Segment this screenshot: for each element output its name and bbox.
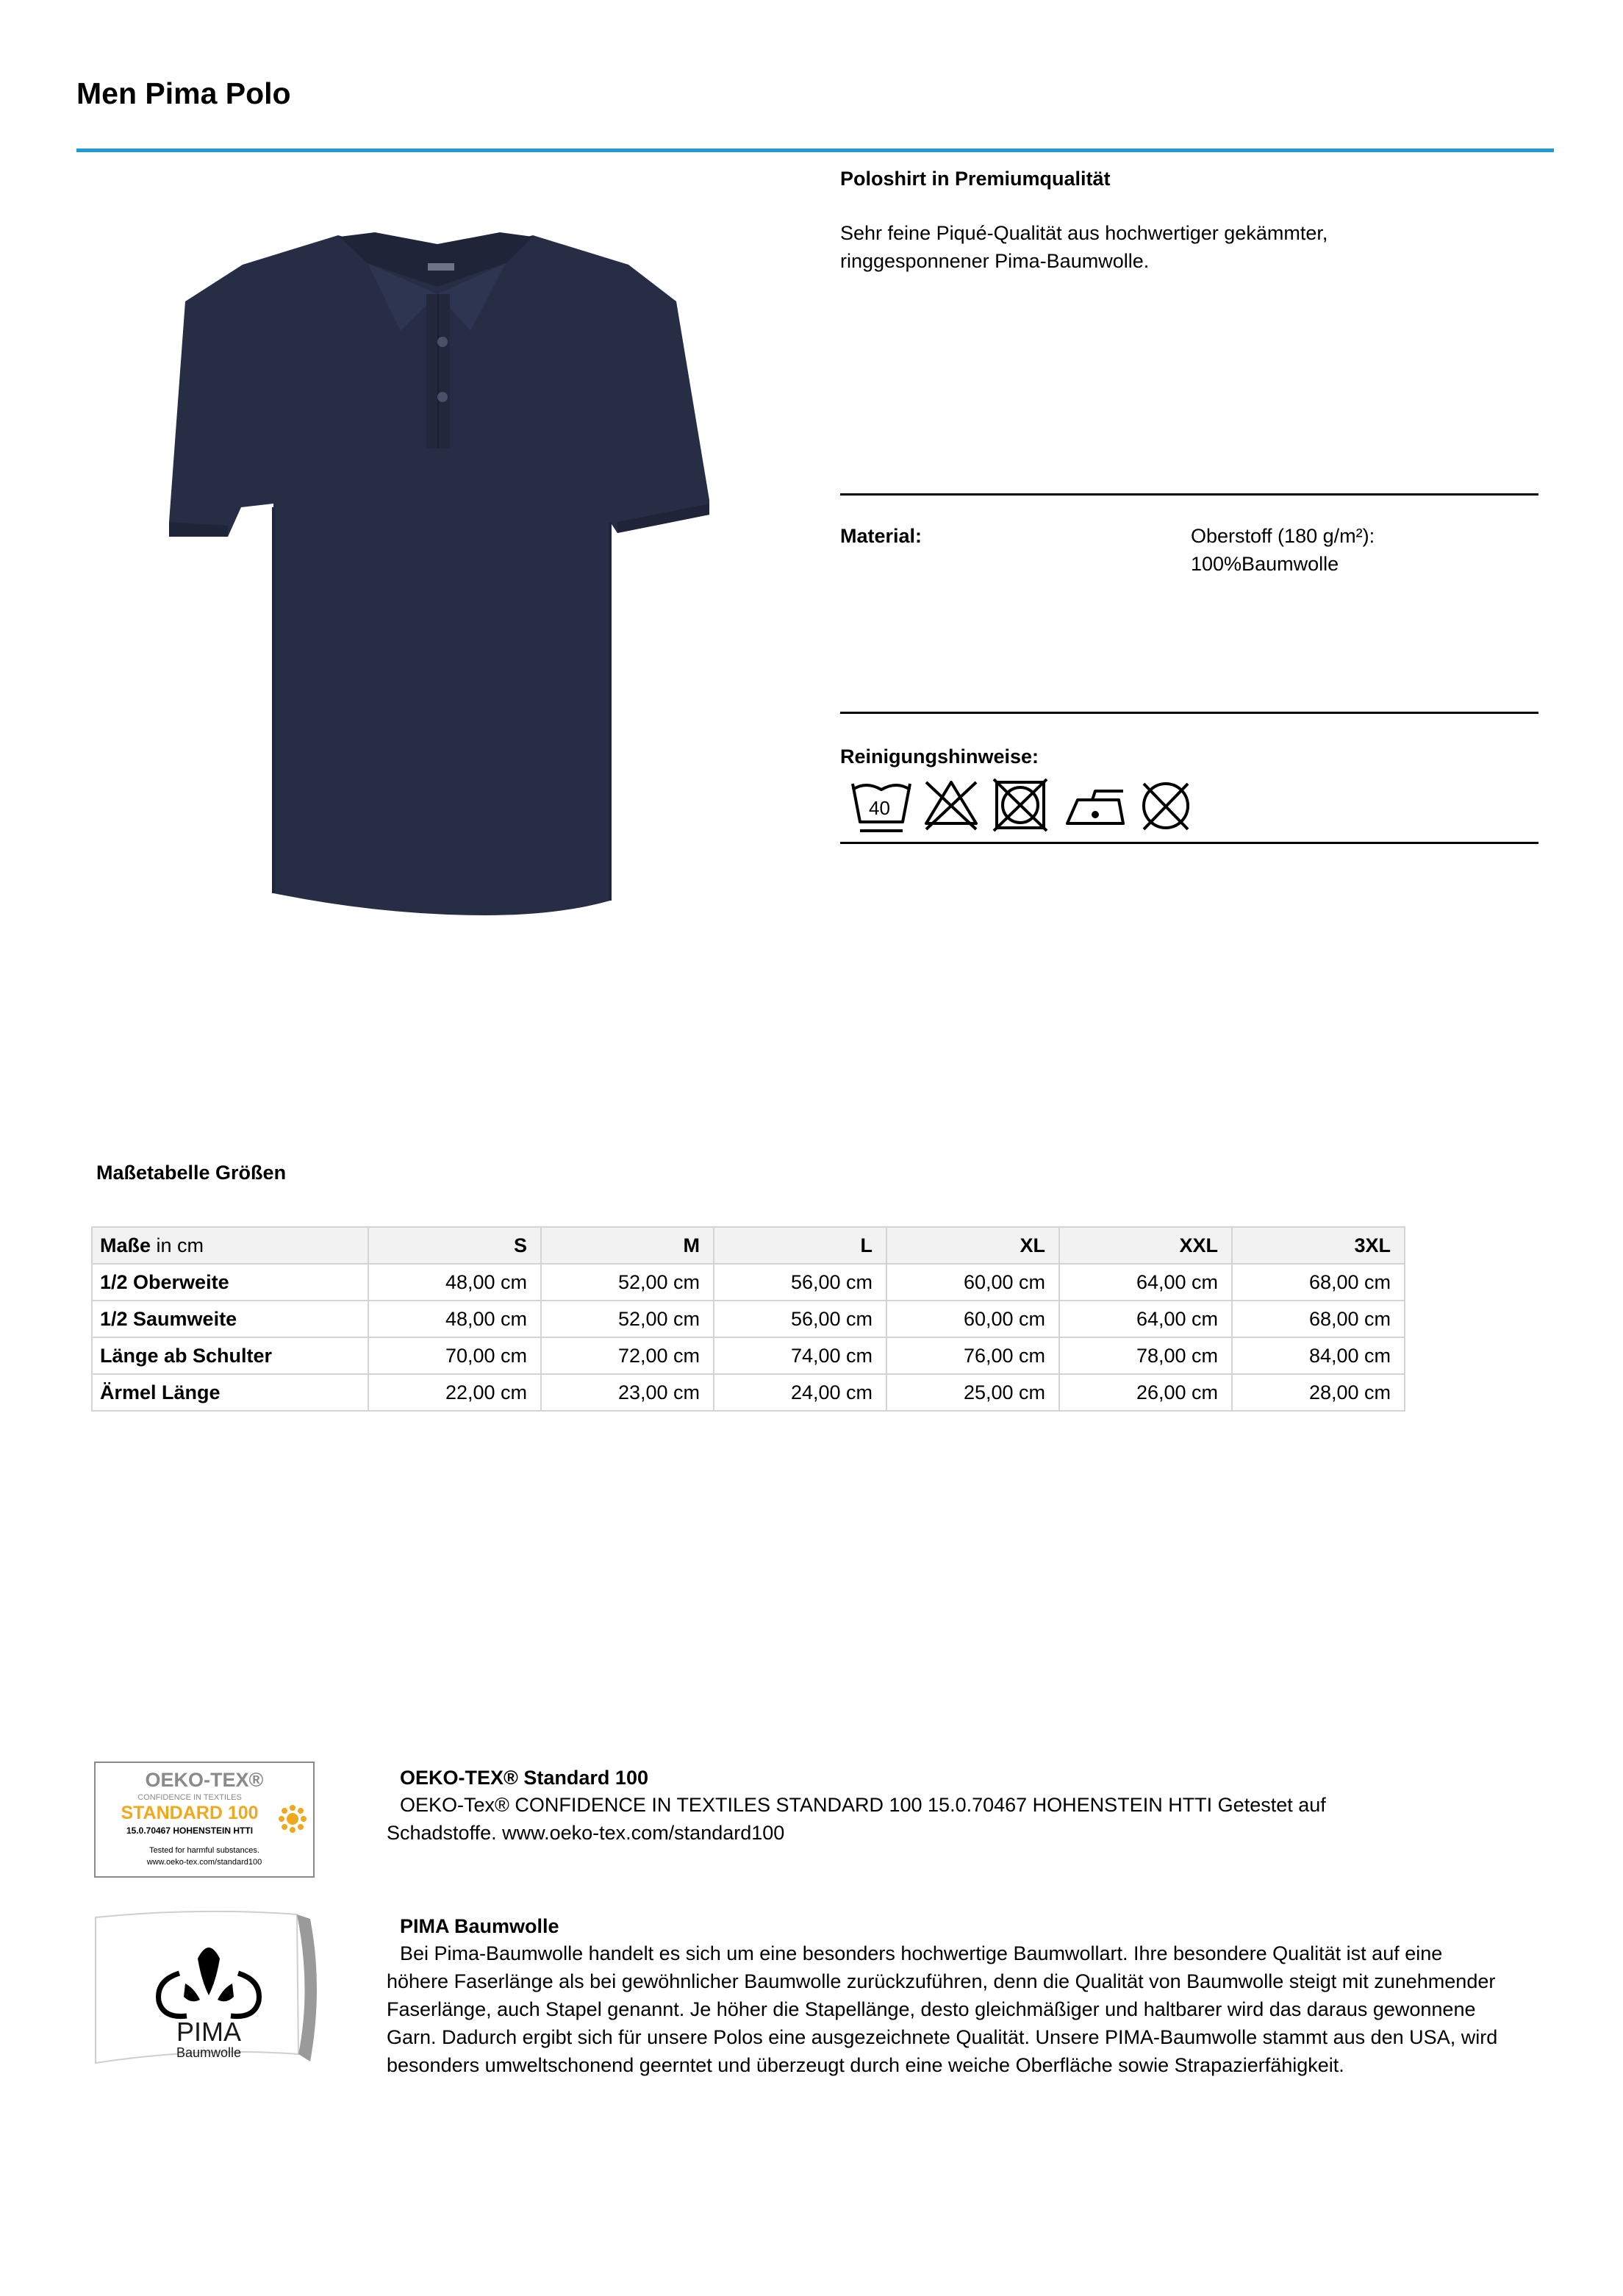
pima-text: Bei Pima-Baumwolle handelt es sich um eine besonders hochwertige Baumwollart. Ihre besondere Qualität ist auf eine höhere Faserlänge als bei gewöhnlicher Baumwolle zurückzuführen, denn die Qualität von Baumwolle steigt mit zunehmender Faserlänge, auch Stapel genannt. Je höher die Stapellänge, desto gleichmäßiger und haltbarer wird das daraus gewonnene Garn. Dadurch ergibt sich für unsere Polos eine ausgezeichnete Qualität. Unsere PIMA-Baumwolle stammt aus den USA, wird besonders umweltschonend geerntet und überzeugt durch eine weiche Oberfläche sowie Strapazierfähigkeit.: [387, 1942, 1498, 2076]
section-divider: [840, 842, 1538, 844]
row-label: 1/2 Oberweite: [92, 1264, 368, 1301]
svg-text:15.0.70467 HOHENSTEIN HTTI: 15.0.70467 HOHENSTEIN HTTI: [126, 1825, 254, 1836]
table-cell: 64,00 cm: [1059, 1264, 1232, 1301]
table-cell: 60,00 cm: [886, 1301, 1059, 1337]
size-header: XXL: [1059, 1227, 1232, 1264]
care-symbols: [850, 778, 1195, 835]
table-row: [92, 1337, 1405, 1374]
svg-text:40: 40: [869, 797, 890, 819]
size-header: L: [714, 1227, 886, 1264]
table-cell: 25,00 cm: [886, 1374, 1059, 1411]
material-line-2: 100%Baumwolle: [1191, 553, 1339, 575]
table-cell: 68,00 cm: [1232, 1264, 1405, 1301]
row-label: 1/2 Saumweite: [92, 1301, 368, 1337]
no-bleach-icon: [926, 782, 976, 829]
size-header: S: [368, 1227, 541, 1264]
table-cell: 23,00 cm: [541, 1374, 714, 1411]
product-description: Sehr feine Piqué-Qualität aus hochwertiger gekämmter, ringgesponnener Pima-Baumwolle.: [840, 222, 1328, 272]
table-cell: 22,00 cm: [368, 1374, 541, 1411]
table-cell: 84,00 cm: [1232, 1337, 1405, 1374]
no-dry-clean-icon: [1144, 784, 1188, 829]
table-cell: 56,00 cm: [714, 1264, 886, 1301]
svg-text:www.oeko-tex.com/standard100: www.oeko-tex.com/standard100: [146, 1858, 262, 1867]
svg-text:Tested for harmful substances.: Tested for harmful substances.: [149, 1846, 259, 1855]
product-image-polo-shirt: [147, 176, 720, 993]
iron-low-icon: [1067, 791, 1123, 823]
row-label: Länge ab Schulter: [92, 1337, 368, 1374]
pima-title: PIMA Baumwolle: [400, 1915, 559, 1937]
size-table-title: Maßetabelle Größen: [96, 1162, 287, 1184]
table-cell: 78,00 cm: [1059, 1337, 1232, 1374]
table-cell: 56,00 cm: [714, 1301, 886, 1337]
svg-text:OEKO-TEX®: OEKO-TEX®: [145, 1769, 264, 1791]
material-line-1: Oberstoff (180 g/m²):: [1191, 525, 1375, 547]
table-cell: 52,00 cm: [541, 1301, 714, 1337]
no-tumble-dry-icon: [994, 779, 1047, 831]
size-table: [91, 1226, 1405, 1412]
title-divider: [76, 149, 1554, 152]
oeko-tex-text: OEKO-Tex® CONFIDENCE IN TEXTILES STANDARD 100 15.0.70467 HOHENSTEIN HTTI Getestet auf Schadstoffe. www.oeko-tex.com/standard100: [387, 1794, 1326, 1844]
table-row: [92, 1301, 1405, 1337]
table-cell: 52,00 cm: [541, 1264, 714, 1301]
oeko-tex-logo: [94, 1762, 315, 1878]
table-cell: 28,00 cm: [1232, 1374, 1405, 1411]
table-cell: 74,00 cm: [714, 1337, 886, 1374]
table-row: [92, 1264, 1405, 1301]
table-cell: 76,00 cm: [886, 1337, 1059, 1374]
pima-logo: [91, 1907, 319, 2075]
table-header-label: Maße in cm: [92, 1227, 368, 1264]
care-label: Reinigungshinweise:: [840, 745, 1039, 768]
wash-40-icon: [853, 784, 910, 831]
svg-text:CONFIDENCE IN TEXTILES: CONFIDENCE IN TEXTILES: [137, 1793, 242, 1802]
page-title: Men Pima Polo: [76, 76, 291, 110]
section-divider: [840, 493, 1538, 496]
table-header-row: [92, 1227, 1405, 1264]
table-cell: 24,00 cm: [714, 1374, 886, 1411]
svg-text:PIMA: PIMA: [176, 2017, 242, 2047]
row-label: Ärmel Länge: [92, 1374, 368, 1411]
table-cell: 70,00 cm: [368, 1337, 541, 1374]
table-cell: 26,00 cm: [1059, 1374, 1232, 1411]
svg-text:STANDARD 100: STANDARD 100: [121, 1803, 259, 1823]
product-subtitle: Poloshirt in Premiumqualität: [840, 168, 1111, 190]
section-divider: [840, 712, 1538, 714]
table-cell: 48,00 cm: [368, 1301, 541, 1337]
table-cell: 48,00 cm: [368, 1264, 541, 1301]
size-header: M: [541, 1227, 714, 1264]
table-row: [92, 1374, 1405, 1411]
oeko-tex-title: OEKO-TEX® Standard 100: [400, 1767, 648, 1789]
table-cell: 68,00 cm: [1232, 1301, 1405, 1337]
material-label: Material:: [840, 525, 922, 547]
size-header: 3XL: [1232, 1227, 1405, 1264]
table-cell: 72,00 cm: [541, 1337, 714, 1374]
table-cell: 64,00 cm: [1059, 1301, 1232, 1337]
svg-text:Baumwolle: Baumwolle: [176, 2045, 242, 2060]
size-header: XL: [886, 1227, 1059, 1264]
table-cell: 60,00 cm: [886, 1264, 1059, 1301]
